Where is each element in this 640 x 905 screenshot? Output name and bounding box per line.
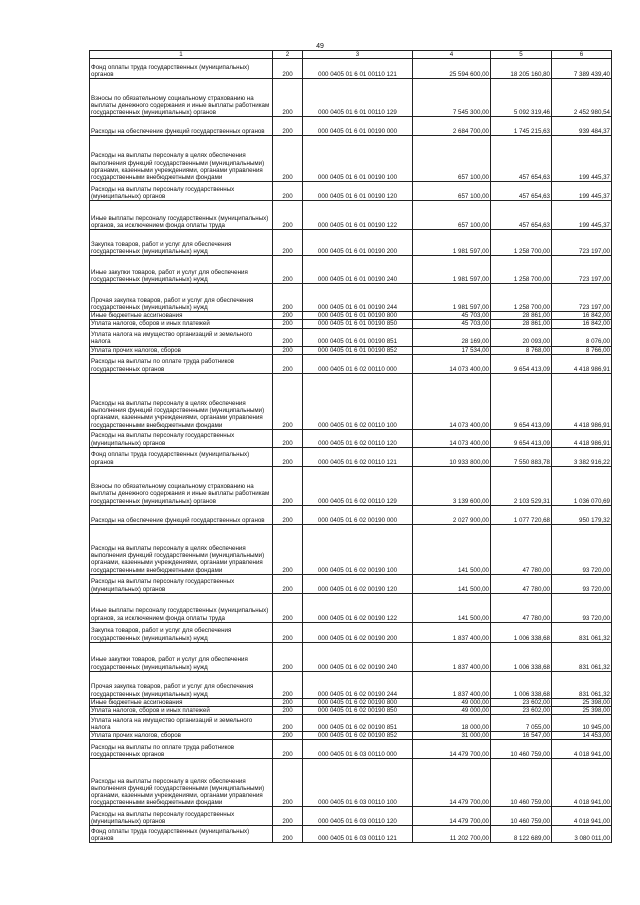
line-code: 200	[273, 328, 303, 346]
approved-amount: 14 479 700,00	[413, 740, 491, 759]
budget-classification-code: 000 0405 01 6 01 00190 120	[303, 182, 413, 201]
budget-classification-code: 000 0405 01 6 01 00190 244	[303, 284, 413, 312]
approved-amount: 1 837 400,00	[413, 671, 491, 698]
expense-name: Взносы по обязательному социальному страхованию на выплаты денежного содержания и иные выплаты работникам государственных (муниципальных) органов	[90, 79, 273, 117]
budget-classification-code: 000 0405 01 6 02 00190 851	[303, 715, 413, 732]
table-row	[90, 671, 612, 698]
budget-classification-code: 000 0405 01 6 03 00110 120	[303, 807, 413, 826]
budget-execution-table	[89, 50, 612, 843]
budget-classification-code: 000 0405 01 6 03 00110 121	[303, 826, 413, 843]
approved-amount: 10 933 800,00	[413, 447, 491, 466]
line-code: 200	[273, 593, 303, 622]
expense-name: Уплата прочих налогов, сборов	[90, 346, 273, 354]
unexecuted-amount: 16 842,00	[552, 320, 612, 328]
executed-amount: 1 006 338,68	[491, 622, 552, 642]
page-number: 49	[316, 43, 324, 50]
budget-classification-code: 000 0405 01 6 02 00190 852	[303, 732, 413, 740]
table-row	[90, 354, 612, 373]
expense-name: Взносы по обязательному социальному страхованию на выплаты денежного содержания и иные выплаты работникам государственных (муниципальных) органов	[90, 466, 273, 505]
line-code: 200	[273, 136, 303, 182]
budget-classification-code: 000 0405 01 6 01 00110 121	[303, 59, 413, 79]
budget-classification-code: 000 0405 01 6 02 00110 121	[303, 447, 413, 466]
table-row	[90, 466, 612, 505]
expense-name: Уплата налога на имущество организаций и земельного налога	[90, 715, 273, 732]
approved-amount: 45 703,00	[413, 312, 491, 320]
budget-classification-code: 000 0405 01 6 01 00190 122	[303, 201, 413, 230]
expense-name: Иные закупки товаров, работ и услуг для обеспечения государственных (муниципальных) нужд	[90, 642, 273, 671]
approved-amount: 14 073 400,00	[413, 354, 491, 373]
table-row	[90, 429, 612, 447]
approved-amount: 14 073 400,00	[413, 429, 491, 447]
executed-amount: 20 093,00	[491, 328, 552, 346]
unexecuted-amount: 4 418 986,91	[552, 373, 612, 429]
budget-classification-code: 000 0405 01 6 01 00190 200	[303, 230, 413, 256]
line-code: 200	[273, 524, 303, 574]
unexecuted-amount: 4 018 941,00	[552, 759, 612, 807]
expense-name: Фонд оплаты труда государственных (муниципальных) органов	[90, 447, 273, 466]
approved-amount: 25 594 600,00	[413, 59, 491, 79]
line-code: 200	[273, 759, 303, 807]
expense-name: Закупка товаров, работ и услуг для обеспечения государственных (муниципальных) нужд	[90, 622, 273, 642]
table-row	[90, 136, 612, 182]
budget-classification-code: 000 0405 01 6 02 00190 100	[303, 524, 413, 574]
budget-classification-code: 000 0405 01 6 02 00110 100	[303, 373, 413, 429]
table-row	[90, 256, 612, 284]
expense-name: Прочая закупка товаров, работ и услуг для обеспечения государственных (муниципальных) нужд	[90, 671, 273, 698]
executed-amount: 9 654 413,09	[491, 373, 552, 429]
expense-name: Уплата налогов, сборов и иных платежей	[90, 320, 273, 328]
table-row	[90, 447, 612, 466]
line-code: 200	[273, 671, 303, 698]
unexecuted-amount: 3 382 916,22	[552, 447, 612, 466]
unexecuted-amount: 950 179,32	[552, 505, 612, 524]
expense-name: Закупка товаров, работ и услуг для обеспечения государственных (муниципальных) нужд	[90, 230, 273, 256]
executed-amount: 457 654,63	[491, 201, 552, 230]
table-row	[90, 524, 612, 574]
approved-amount: 1 981 597,00	[413, 284, 491, 312]
budget-classification-code: 000 0405 01 6 01 00190 852	[303, 346, 413, 354]
expense-name: Расходы на выплаты по оплате труда работников государственных органов	[90, 354, 273, 373]
approved-amount: 1 837 400,00	[413, 642, 491, 671]
column-number: 6	[552, 51, 612, 59]
approved-amount: 18 000,00	[413, 715, 491, 732]
unexecuted-amount: 831 061,32	[552, 622, 612, 642]
executed-amount: 9 654 413,09	[491, 429, 552, 447]
line-code: 200	[273, 117, 303, 136]
approved-amount: 14 479 700,00	[413, 759, 491, 807]
expense-name: Расходы на выплаты персоналу государственных (муниципальных) органов	[90, 807, 273, 826]
approved-amount: 28 169,00	[413, 328, 491, 346]
expense-name: Иные бюджетные ассигнования	[90, 698, 273, 706]
line-code: 200	[273, 79, 303, 117]
unexecuted-amount: 723 197,00	[552, 230, 612, 256]
table-row	[90, 826, 612, 843]
budget-classification-code: 000 0405 01 6 02 00110 120	[303, 429, 413, 447]
approved-amount: 49 000,00	[413, 698, 491, 706]
unexecuted-amount: 3 080 011,00	[552, 826, 612, 843]
line-code: 200	[273, 622, 303, 642]
budget-classification-code: 000 0405 01 6 02 00110 129	[303, 466, 413, 505]
budget-classification-code: 000 0405 01 6 02 00190 000	[303, 505, 413, 524]
budget-classification-code: 000 0405 01 6 02 00110 000	[303, 354, 413, 373]
unexecuted-amount: 7 389 439,40	[552, 59, 612, 79]
executed-amount: 10 460 759,00	[491, 807, 552, 826]
budget-classification-code: 000 0405 01 6 02 00190 200	[303, 622, 413, 642]
approved-amount: 17 534,00	[413, 346, 491, 354]
approved-amount: 657 100,00	[413, 182, 491, 201]
table-row	[90, 642, 612, 671]
table-row	[90, 715, 612, 732]
line-code: 200	[273, 466, 303, 505]
table-row	[90, 328, 612, 346]
expense-name: Уплата прочих налогов, сборов	[90, 732, 273, 740]
approved-amount: 3 139 600,00	[413, 466, 491, 505]
unexecuted-amount: 8 766,00	[552, 346, 612, 354]
executed-amount: 5 092 319,46	[491, 79, 552, 117]
approved-amount: 141 500,00	[413, 593, 491, 622]
column-number-row	[90, 51, 612, 59]
line-code: 200	[273, 707, 303, 715]
budget-classification-code: 000 0405 01 6 03 00110 100	[303, 759, 413, 807]
line-code: 200	[273, 230, 303, 256]
expense-name: Расходы на выплаты персоналу в целях обеспечения выполнения функций государственными (муниципальными) органами, казенными учреждениями, органами управления государственными внебюджетными фондами	[90, 373, 273, 429]
budget-classification-code: 000 0405 01 6 01 00190 240	[303, 256, 413, 284]
expense-name: Расходы на обеспечение функций государственных органов	[90, 117, 273, 136]
budget-classification-code: 000 0405 01 6 02 00190 240	[303, 642, 413, 671]
column-number: 3	[303, 51, 413, 59]
approved-amount: 141 500,00	[413, 524, 491, 574]
unexecuted-amount: 199 445,37	[552, 201, 612, 230]
approved-amount: 2 027 900,00	[413, 505, 491, 524]
line-code: 200	[273, 574, 303, 593]
table-row	[90, 622, 612, 642]
executed-amount: 16 547,00	[491, 732, 552, 740]
expense-name: Расходы на выплаты персоналу в целях обеспечения выполнения функций государственными (муниципальными) органами, казенными учреждениями, органами управления государственными внебюджетными фондами	[90, 524, 273, 574]
line-code: 200	[273, 807, 303, 826]
table-row	[90, 807, 612, 826]
unexecuted-amount: 2 452 980,54	[552, 79, 612, 117]
budget-classification-code: 000 0405 01 6 01 00190 800	[303, 312, 413, 320]
unexecuted-amount: 831 061,32	[552, 642, 612, 671]
executed-amount: 28 861,00	[491, 320, 552, 328]
expense-name: Иные выплаты персоналу государственных (муниципальных) органов, за исключением фонда оплаты труда	[90, 201, 273, 230]
expense-name: Расходы на выплаты персоналу государственных (муниципальных) органов	[90, 574, 273, 593]
executed-amount: 9 654 413,09	[491, 354, 552, 373]
table-row	[90, 284, 612, 312]
line-code: 200	[273, 698, 303, 706]
unexecuted-amount: 4 018 941,00	[552, 740, 612, 759]
executed-amount: 457 654,63	[491, 182, 552, 201]
expense-name: Расходы на выплаты персоналу государственных (муниципальных) органов	[90, 429, 273, 447]
expense-name: Фонд оплаты труда государственных (муниципальных) органов	[90, 826, 273, 843]
line-code: 200	[273, 182, 303, 201]
approved-amount: 14 479 700,00	[413, 807, 491, 826]
line-code: 200	[273, 201, 303, 230]
unexecuted-amount: 4 418 986,91	[552, 354, 612, 373]
approved-amount: 11 202 700,00	[413, 826, 491, 843]
expense-name: Иные бюджетные ассигнования	[90, 312, 273, 320]
budget-classification-code: 000 0405 01 6 03 00110 000	[303, 740, 413, 759]
table-row	[90, 593, 612, 622]
approved-amount: 1 837 400,00	[413, 622, 491, 642]
executed-amount: 10 460 759,00	[491, 740, 552, 759]
executed-amount: 47 780,00	[491, 574, 552, 593]
executed-amount: 1 006 338,68	[491, 642, 552, 671]
budget-classification-code: 000 0405 01 6 02 00190 850	[303, 707, 413, 715]
expense-name: Расходы на обеспечение функций государственных органов	[90, 505, 273, 524]
expense-name: Прочая закупка товаров, работ и услуг для обеспечения государственных (муниципальных) нужд	[90, 284, 273, 312]
table-row	[90, 574, 612, 593]
expense-name: Расходы на выплаты персоналу государственных (муниципальных) органов	[90, 182, 273, 201]
unexecuted-amount: 93 720,00	[552, 524, 612, 574]
executed-amount: 1 006 338,68	[491, 671, 552, 698]
approved-amount: 657 100,00	[413, 201, 491, 230]
line-code: 200	[273, 715, 303, 732]
unexecuted-amount: 14 453,00	[552, 732, 612, 740]
budget-classification-code: 000 0405 01 6 01 00190 851	[303, 328, 413, 346]
approved-amount: 31 000,00	[413, 732, 491, 740]
executed-amount: 1 745 215,63	[491, 117, 552, 136]
line-code: 200	[273, 284, 303, 312]
expense-name: Расходы на выплаты персоналу в целях обеспечения выполнения функций государственными (муниципальными) органами, казенными учреждениями, органами управления государственными внебюджетными фондами	[90, 136, 273, 182]
executed-amount: 18 205 160,80	[491, 59, 552, 79]
table-row	[90, 505, 612, 524]
unexecuted-amount: 939 484,37	[552, 117, 612, 136]
table-row	[90, 759, 612, 807]
expense-name: Уплата налога на имущество организаций и земельного налога	[90, 328, 273, 346]
line-code: 200	[273, 447, 303, 466]
budget-classification-code: 000 0405 01 6 01 00190 100	[303, 136, 413, 182]
column-number: 2	[273, 51, 303, 59]
budget-classification-code: 000 0405 01 6 02 00190 800	[303, 698, 413, 706]
line-code: 200	[273, 373, 303, 429]
executed-amount: 2 103 529,31	[491, 466, 552, 505]
table-row	[90, 698, 612, 706]
executed-amount: 23 602,00	[491, 698, 552, 706]
budget-classification-code: 000 0405 01 6 01 00190 000	[303, 117, 413, 136]
expense-name: Расходы на выплаты по оплате труда работников государственных органов	[90, 740, 273, 759]
table-row	[90, 182, 612, 201]
column-number: 1	[90, 51, 273, 59]
executed-amount: 23 602,00	[491, 707, 552, 715]
executed-amount: 10 460 759,00	[491, 759, 552, 807]
table-row	[90, 312, 612, 320]
approved-amount: 49 000,00	[413, 707, 491, 715]
unexecuted-amount: 4 018 941,00	[552, 807, 612, 826]
unexecuted-amount: 25 398,00	[552, 707, 612, 715]
unexecuted-amount: 723 197,00	[552, 256, 612, 284]
line-code: 200	[273, 312, 303, 320]
unexecuted-amount: 1 036 070,69	[552, 466, 612, 505]
line-code: 200	[273, 642, 303, 671]
executed-amount: 1 258 700,00	[491, 256, 552, 284]
unexecuted-amount: 199 445,37	[552, 136, 612, 182]
line-code: 200	[273, 354, 303, 373]
table-row	[90, 320, 612, 328]
unexecuted-amount: 93 720,00	[552, 574, 612, 593]
column-number: 4	[413, 51, 491, 59]
unexecuted-amount: 723 197,00	[552, 284, 612, 312]
line-code: 200	[273, 740, 303, 759]
approved-amount: 14 073 400,00	[413, 373, 491, 429]
table-row	[90, 230, 612, 256]
line-code: 200	[273, 256, 303, 284]
approved-amount: 141 500,00	[413, 574, 491, 593]
budget-classification-code: 000 0405 01 6 02 00190 120	[303, 574, 413, 593]
executed-amount: 47 780,00	[491, 593, 552, 622]
expense-name: Иные выплаты персоналу государственных (муниципальных) органов, за исключением фонда оплаты труда	[90, 593, 273, 622]
line-code: 200	[273, 505, 303, 524]
budget-classification-code: 000 0405 01 6 01 00190 850	[303, 320, 413, 328]
line-code: 200	[273, 826, 303, 843]
table-row	[90, 707, 612, 715]
approved-amount: 1 981 597,00	[413, 256, 491, 284]
expense-name: Расходы на выплаты персоналу в целях обеспечения выполнения функций государственными (муниципальными) органами, казенными учреждениями, органами управления государственными внебюджетными фондами	[90, 759, 273, 807]
executed-amount: 1 258 700,00	[491, 284, 552, 312]
line-code: 200	[273, 320, 303, 328]
expense-name: Фонд оплаты труда государственных (муниципальных) органов	[90, 59, 273, 79]
executed-amount: 1 077 720,68	[491, 505, 552, 524]
line-code: 200	[273, 429, 303, 447]
approved-amount: 657 100,00	[413, 136, 491, 182]
budget-classification-code: 000 0405 01 6 01 00110 129	[303, 79, 413, 117]
approved-amount: 45 703,00	[413, 320, 491, 328]
approved-amount: 2 684 700,00	[413, 117, 491, 136]
unexecuted-amount: 16 842,00	[552, 312, 612, 320]
line-code: 200	[273, 346, 303, 354]
budget-classification-code: 000 0405 01 6 02 00190 122	[303, 593, 413, 622]
unexecuted-amount: 4 418 986,91	[552, 429, 612, 447]
executed-amount: 47 780,00	[491, 524, 552, 574]
table-row	[90, 732, 612, 740]
unexecuted-amount: 93 720,00	[552, 593, 612, 622]
table-row	[90, 373, 612, 429]
budget-classification-code: 000 0405 01 6 02 00190 244	[303, 671, 413, 698]
unexecuted-amount: 10 945,00	[552, 715, 612, 732]
executed-amount: 7 055,00	[491, 715, 552, 732]
table-row	[90, 117, 612, 136]
table-row	[90, 201, 612, 230]
line-code: 200	[273, 732, 303, 740]
table-row	[90, 346, 612, 354]
executed-amount: 28 861,00	[491, 312, 552, 320]
unexecuted-amount: 831 061,32	[552, 671, 612, 698]
expense-name: Иные закупки товаров, работ и услуг для обеспечения государственных (муниципальных) нужд	[90, 256, 273, 284]
expense-name: Уплата налогов, сборов и иных платежей	[90, 707, 273, 715]
unexecuted-amount: 199 445,37	[552, 182, 612, 201]
executed-amount: 1 258 700,00	[491, 230, 552, 256]
unexecuted-amount: 8 076,00	[552, 328, 612, 346]
table-row	[90, 79, 612, 117]
line-code: 200	[273, 59, 303, 79]
column-number: 5	[491, 51, 552, 59]
executed-amount: 457 654,63	[491, 136, 552, 182]
unexecuted-amount: 25 398,00	[552, 698, 612, 706]
executed-amount: 8 122 689,00	[491, 826, 552, 843]
executed-amount: 8 768,00	[491, 346, 552, 354]
table-row	[90, 740, 612, 759]
approved-amount: 7 545 300,00	[413, 79, 491, 117]
approved-amount: 1 981 597,00	[413, 230, 491, 256]
executed-amount: 7 550 883,78	[491, 447, 552, 466]
table-row	[90, 59, 612, 79]
